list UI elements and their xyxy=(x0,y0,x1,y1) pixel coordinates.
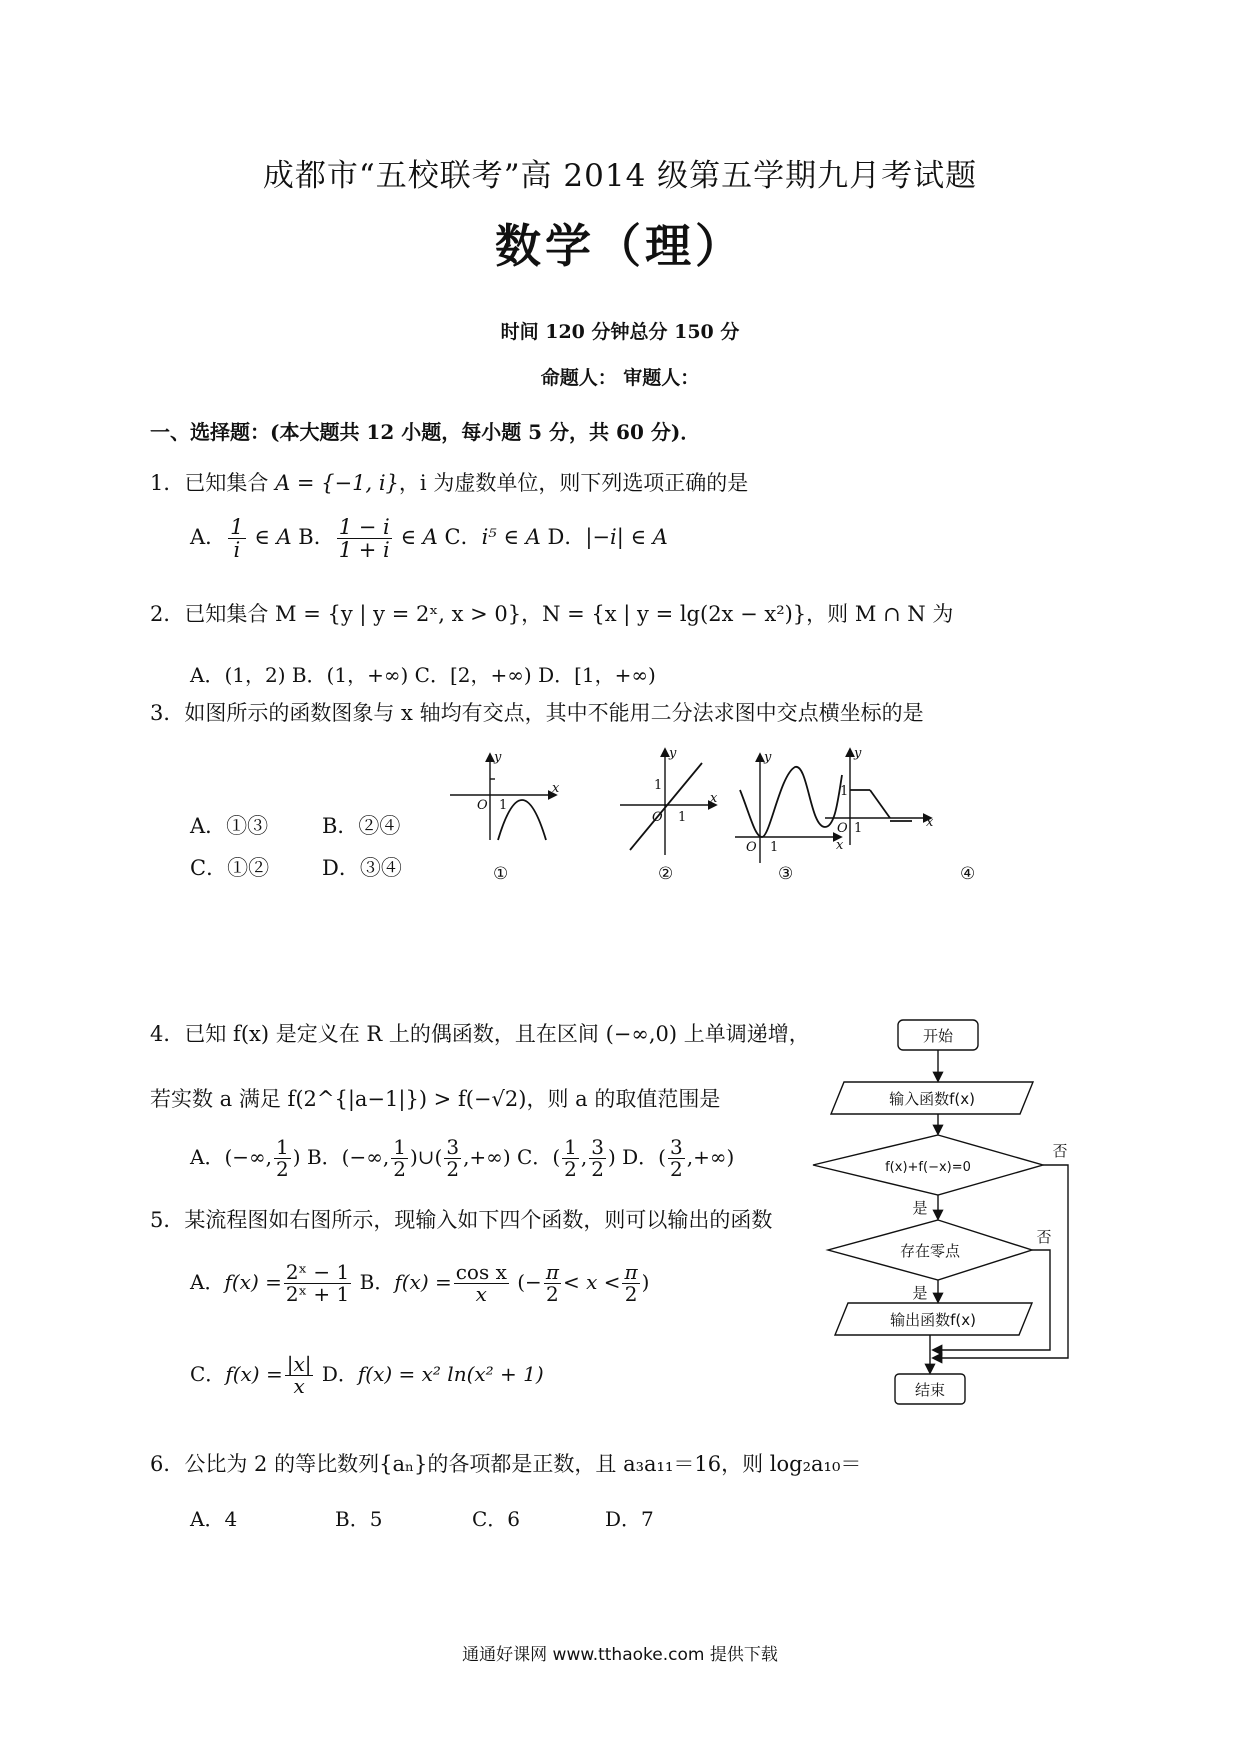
graph-label-4: ④ xyxy=(960,864,976,884)
option-b: B．5 xyxy=(335,1507,383,1531)
option-text: ) xyxy=(607,1145,616,1169)
option-label: A． xyxy=(190,525,227,550)
fraction xyxy=(668,1137,685,1180)
denominator: 2 xyxy=(446,1157,460,1181)
time-info: 时间 120 分钟总分 150 分 xyxy=(500,321,740,343)
option-text: |−i| ∈ A xyxy=(585,525,668,550)
numerator: 3 xyxy=(669,1135,683,1159)
fraction xyxy=(284,1262,351,1305)
numerator: 3 xyxy=(446,1135,460,1159)
fraction xyxy=(285,1354,314,1397)
question-2-options: A．(1，2) B．(1，+∞) C．[2，+∞) D．[1，+∞) xyxy=(190,663,656,687)
denominator: 2 xyxy=(591,1157,604,1181)
option-c: C．①② xyxy=(190,856,270,880)
fraction xyxy=(454,1262,509,1305)
tick-label: 1 xyxy=(654,778,663,793)
flow-decision-1-label: f(x)+f(−x)=0 xyxy=(885,1160,971,1175)
question-6 xyxy=(150,1448,861,1478)
axis-label: y xyxy=(854,746,862,761)
numerator: cos x xyxy=(455,1260,507,1284)
origin-label: O xyxy=(746,840,757,855)
question-1 xyxy=(150,467,748,497)
numerator: |x| xyxy=(286,1352,312,1376)
question-4-options xyxy=(190,1137,734,1180)
option-label: C． xyxy=(517,1145,553,1169)
option-d: D．7 xyxy=(605,1507,654,1531)
numerator: π xyxy=(545,1260,559,1284)
axis-label: x xyxy=(926,815,934,830)
option-b: B．②④ xyxy=(322,814,401,838)
option-text: ∈ A xyxy=(247,525,292,550)
flow-no-label: 否 xyxy=(1052,1142,1068,1160)
question-stem: 已知 f(x) 是定义在 R 上的偶函数，且在区间 (−∞,0) 上单调递增， xyxy=(184,1022,810,1046)
option-d: D．③④ xyxy=(322,856,402,880)
flow-decision-2-label: 存在零点 xyxy=(899,1242,961,1260)
question-stem: 公比为 2 的等比数列{aₙ}的各项都是正数，且 a₃a₁₁＝16，则 log₂a₁₀＝ xyxy=(184,1452,862,1476)
denominator: x xyxy=(293,1374,305,1398)
question-1-options xyxy=(190,516,668,561)
graph-2 xyxy=(620,750,715,855)
question-5 xyxy=(150,1204,772,1234)
option-text: ( xyxy=(658,1145,666,1169)
section-heading: 一、选择题：(本大题共 12 小题，每小题 5 分，共 60 分)． xyxy=(150,420,701,444)
numerator: 1 xyxy=(230,515,244,539)
question-3 xyxy=(150,697,924,727)
fraction xyxy=(274,1137,291,1180)
numerator: 1 − i xyxy=(338,515,390,539)
question-stem: 已知集合 M = {y | y = 2ˣ, x > 0}，N = {x | y = lg(2x − x²)}，则 M ∩ N 为 xyxy=(184,602,954,626)
fraction xyxy=(622,1262,639,1305)
option-text: f(x) = xyxy=(225,1362,283,1386)
option-text: (−∞, xyxy=(341,1145,390,1169)
numerator: 2ˣ − 1 xyxy=(285,1260,350,1284)
fraction xyxy=(589,1137,606,1180)
denominator: 2 xyxy=(564,1157,577,1181)
question-number: 4． xyxy=(150,1022,185,1046)
option-a: A．①③ xyxy=(190,814,269,838)
option-label: B． xyxy=(306,1145,342,1169)
numerator: π xyxy=(624,1260,638,1284)
function-graphs xyxy=(440,745,1070,885)
math-set: A = {−1, i} xyxy=(275,471,399,495)
question-4-line-2: 若实数 a 满足 f(2^{|a−1|}) > f(−√2)，则 a 的取值范围是 xyxy=(150,1087,721,1111)
exam-title: 成都市“五校联考”高 2014 级第五学期九月考试题 xyxy=(262,158,978,194)
flow-start-label: 开始 xyxy=(922,1027,954,1045)
option-label: D． xyxy=(622,1145,659,1169)
question-number: 5． xyxy=(150,1208,185,1232)
flow-no-label: 否 xyxy=(1036,1228,1052,1246)
option-text: f(x) = xyxy=(224,1270,282,1294)
question-stem: 如图所示的函数图象与 x 轴均有交点，其中不能用二分法求图中交点横坐标的是 xyxy=(184,701,924,725)
flow-end-label: 结束 xyxy=(914,1381,946,1399)
option-text: ( xyxy=(552,1145,561,1169)
numerator: 1 xyxy=(564,1135,577,1159)
graph-label-2: ② xyxy=(658,864,674,884)
tick-label: 1 xyxy=(770,840,779,855)
tick-label: 1 xyxy=(678,810,687,825)
option-a: A．4 xyxy=(190,1507,238,1531)
option-text: (−∞, xyxy=(224,1145,273,1169)
option-label: A． xyxy=(190,1145,225,1169)
option-text: )∪( xyxy=(409,1145,443,1169)
axis-label: x xyxy=(552,781,560,796)
option-text: ) xyxy=(641,1270,650,1294)
option-label: B． xyxy=(359,1270,395,1294)
question-number: 1． xyxy=(150,471,185,495)
option-text: ∈ A xyxy=(393,525,438,550)
option-label: C． xyxy=(444,525,482,550)
subject-title: 数学（理） xyxy=(495,219,745,273)
denominator: 1 + i xyxy=(338,538,390,563)
question-5-options-ab xyxy=(190,1262,649,1305)
fraction xyxy=(337,516,392,561)
origin-label: O xyxy=(652,810,663,825)
question-number: 6． xyxy=(150,1452,185,1476)
denominator: 2 xyxy=(546,1282,559,1306)
option-label: D． xyxy=(547,525,586,550)
option-text: < x < xyxy=(562,1270,621,1294)
axis-label: y xyxy=(494,750,502,765)
option-label: D． xyxy=(321,1362,358,1386)
axis-label: x xyxy=(836,838,844,853)
question-number: 3． xyxy=(150,701,185,725)
option-text: , xyxy=(580,1145,588,1169)
fraction xyxy=(562,1137,579,1180)
denominator: 2 xyxy=(624,1282,638,1306)
option-text: (− xyxy=(517,1270,542,1294)
fraction xyxy=(544,1262,561,1305)
authors-line: 命题人： 审题人： xyxy=(540,367,700,389)
fraction xyxy=(228,516,245,561)
question-stem: 某流程图如右图所示，现输入如下四个函数，则可以输出的函数 xyxy=(184,1208,773,1232)
option-text: ,+∞) xyxy=(686,1145,735,1169)
option-text: f(x) = x² ln(x² + 1) xyxy=(357,1362,544,1386)
denominator: 2 xyxy=(669,1157,683,1181)
origin-label: O xyxy=(837,821,848,836)
option-text: i⁵ ∈ A xyxy=(481,525,541,550)
flow-yes-label: 是 xyxy=(912,1199,928,1217)
option-c: C．6 xyxy=(472,1507,521,1531)
option-label: C． xyxy=(190,1362,226,1386)
fraction xyxy=(391,1137,408,1180)
tick-label: 1 xyxy=(840,784,849,799)
numerator: 3 xyxy=(591,1135,604,1159)
option-text: ) xyxy=(292,1145,301,1169)
origin-label: O xyxy=(477,798,488,813)
question-stem: ，i 为虚数单位，则下列选项正确的是 xyxy=(398,471,749,495)
flow-yes-label: 是 xyxy=(912,1284,928,1302)
option-label: A． xyxy=(190,1270,225,1294)
option-text: f(x) = xyxy=(394,1270,452,1294)
denominator: 2ˣ + 1 xyxy=(285,1282,350,1306)
denominator: x xyxy=(475,1282,487,1306)
graph-label-1: ① xyxy=(493,864,509,884)
tick-label: 1 xyxy=(499,798,508,813)
denominator: i xyxy=(233,538,241,563)
question-stem: 已知集合 xyxy=(184,471,276,495)
option-label: B． xyxy=(298,525,335,550)
question-4-line-1 xyxy=(150,1018,810,1048)
numerator: 1 xyxy=(276,1135,289,1159)
footer: 通通好课网 www.tthaoke.com 提供下载 xyxy=(462,1645,778,1665)
option-text: ,+∞) xyxy=(463,1145,511,1169)
question-2 xyxy=(150,598,953,628)
numerator: 1 xyxy=(393,1135,406,1159)
question-number: 2． xyxy=(150,602,185,626)
flow-output-label: 输出函数f(x) xyxy=(890,1311,976,1329)
fraction xyxy=(444,1137,461,1180)
tick-label: 1 xyxy=(854,821,863,836)
denominator: 2 xyxy=(393,1157,406,1181)
axis-label: x xyxy=(710,791,718,806)
flow-input-label: 输入函数f(x) xyxy=(889,1090,975,1108)
flowchart xyxy=(810,1010,1080,1410)
axis-label: y xyxy=(669,746,677,761)
question-5-options-cd xyxy=(190,1354,544,1397)
axis-label: y xyxy=(764,750,772,765)
denominator: 2 xyxy=(276,1157,289,1181)
graph-label-3: ③ xyxy=(778,864,794,884)
